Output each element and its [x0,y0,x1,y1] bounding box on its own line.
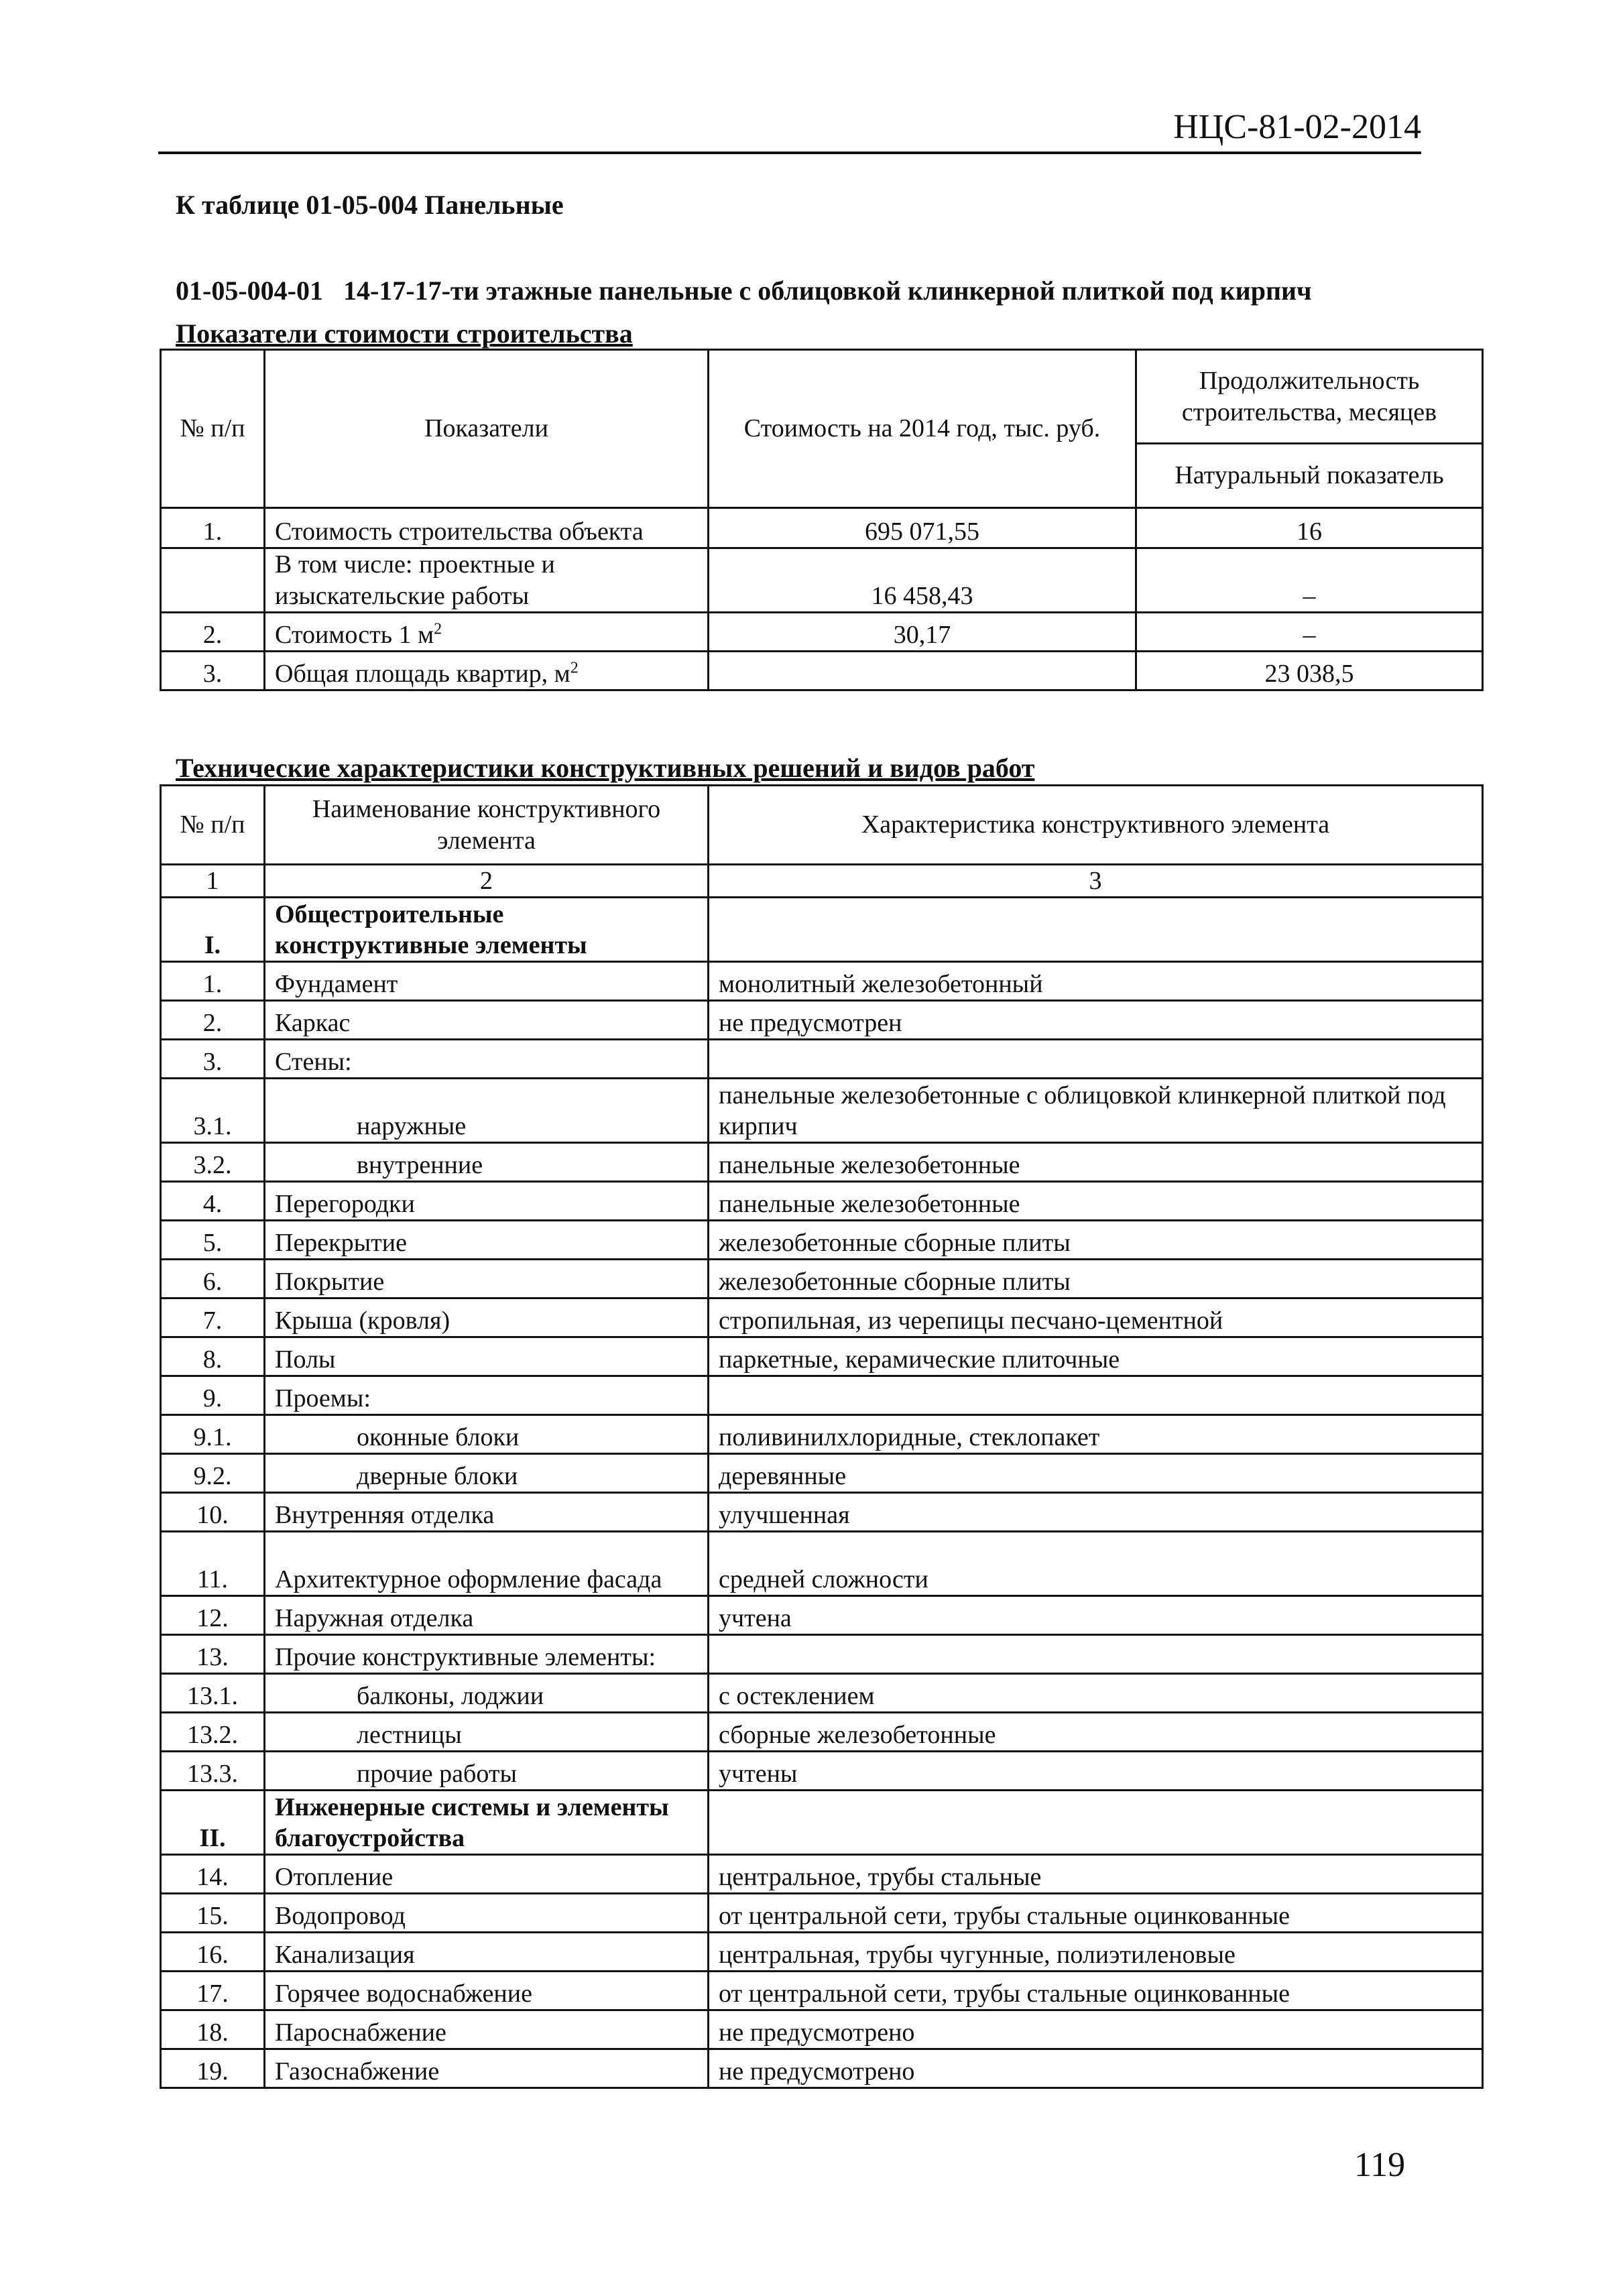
row-characteristic-text: учтена [719,1604,792,1632]
table-row [161,508,1483,548]
row-element-name-text: Крыша (кровля) [275,1307,450,1335]
row-characteristic-text: центральное, трубы стальные [719,1863,1042,1891]
table-row [161,1713,1483,1752]
table-row [161,1532,1483,1596]
row-num-text: 14. [196,1863,229,1891]
row-element-name-text: балконы, лоджии [357,1682,544,1710]
row-num-text: 1. [202,517,223,546]
header-duration: Продолжительность строительства, месяцев [1136,350,1483,444]
row-name-text: Общая площадь квартир, м [275,659,570,688]
row-num [161,1972,265,2010]
row-value-text: 16 [1297,517,1322,546]
page-number: 119 [1354,2146,1406,2184]
row-cost [709,508,1136,548]
row-characteristic-text: панельные железобетонные с облицовкой клинкерной плиткой под кирпич [719,1081,1446,1140]
row-num-text: 13.1. [187,1682,238,1710]
row-element-name [265,1972,709,2010]
row-element-name-text: Прочие конструктивные элементы: [275,1643,656,1671]
row-name [265,652,709,690]
row-num [161,1596,265,1635]
row-num [161,508,265,548]
row-num-text: 3.1. [193,1112,232,1140]
row-num [161,1415,265,1454]
row-num-text: 7. [202,1307,223,1335]
index-cell: 1 [161,865,265,898]
table-row [161,1079,1483,1143]
item-title [176,275,1312,306]
row-characteristic-text: средней сложности [719,1565,928,1593]
row-characteristic-text: монолитный железобетонный [719,970,1043,998]
row-characteristic-text: улучшенная [719,1501,850,1529]
row-characteristic-text: деревянные [719,1462,847,1490]
cost-table-caption: Показатели стоимости строительства [176,318,633,349]
row-num-text: 6. [202,1268,223,1296]
row-num [161,1752,265,1791]
row-element-name [265,1894,709,1933]
row-characteristic-text: с остеклением [719,1682,875,1710]
row-num [161,2010,265,2049]
row-num-text: 13.3. [187,1760,238,1788]
row-value [1136,508,1483,548]
row-num-text: 10. [196,1501,229,1529]
row-num [161,1933,265,1972]
row-characteristic [709,1454,1483,1493]
row-element-name-text: лестницы [357,1721,462,1749]
row-name [265,508,709,548]
row-characteristic [709,962,1483,1001]
row-element-name-text: оконные блоки [357,1423,520,1451]
row-num [161,1337,265,1376]
row-characteristic [709,1596,1483,1635]
row-characteristic [709,1752,1483,1791]
row-element-name [265,2049,709,2088]
table-row [161,962,1483,1001]
row-characteristic [709,1298,1483,1337]
table-row [161,1143,1483,1182]
row-element-name [265,1260,709,1298]
row-characteristic-text: не предусмотрено [719,2057,915,2086]
row-num-text: 19. [196,2057,229,2086]
row-element-name-text: Проемы: [275,1384,371,1412]
row-element-name [265,1493,709,1532]
row-element-name-text: Пароснабжение [275,2018,446,2047]
table-row [161,1855,1483,1894]
index-cell: 2 [265,865,709,898]
row-num-text: 3. [202,659,223,688]
row-num-text: 18. [196,2018,229,2047]
row-element-name [265,1596,709,1635]
row-num-text: 9.1. [193,1423,232,1451]
row-element-name [265,1635,709,1674]
row-element-name [265,1415,709,1454]
header-num: № п/п [161,350,265,508]
row-num [161,1260,265,1298]
table-row [161,1337,1483,1376]
row-characteristic [709,1972,1483,2010]
row-element-name-text: Канализация [275,1941,415,1969]
table-row [161,1182,1483,1221]
table-row [161,1454,1483,1493]
row-value [1136,652,1483,690]
table-row [161,652,1483,690]
row-element-name-text: Фундамент [275,970,398,998]
table-row [161,898,1483,962]
row-num-text: 13.2. [187,1721,238,1749]
row-num [161,1493,265,1532]
superscript: 2 [570,658,579,676]
row-element-name-text: Архитектурное оформление фасада [275,1565,662,1593]
row-num [161,898,265,962]
table-row [161,613,1483,652]
header-rule [158,152,1421,154]
row-element-name [265,1933,709,1972]
row-element-name [265,1674,709,1713]
row-characteristic [709,1415,1483,1454]
row-element-name [265,1532,709,1596]
row-element-name [265,962,709,1001]
row-characteristic-text: не предусмотрен [719,1009,902,1037]
row-element-name-text: дверные блоки [357,1462,518,1490]
table-row [161,548,1483,613]
row-element-name [265,1143,709,1182]
row-characteristic [709,1894,1483,1933]
row-name-text: Стоимость строительства объекта [275,517,644,546]
row-element-name-text: Полы [275,1345,336,1374]
row-element-name [265,1182,709,1221]
row-num [161,1635,265,1674]
table-row [161,1040,1483,1079]
row-num [161,548,265,613]
row-element-name-text: Каркас [275,1009,351,1037]
row-num [161,1001,265,1040]
row-characteristic-text: не предусмотрено [719,2018,915,2047]
row-element-name-text: наружные [357,1112,467,1140]
row-num-text: 1. [202,970,223,998]
row-num-text: 2. [202,620,223,649]
row-characteristic [709,1001,1483,1040]
row-characteristic-text: панельные железобетонные [719,1190,1020,1218]
row-num [161,1454,265,1493]
row-element-name [265,898,709,962]
row-num [161,1040,265,1079]
tech-table [160,784,1484,2089]
row-element-name-text: прочие работы [357,1760,518,1788]
row-num-text: 17. [196,1980,229,2008]
cost-table [160,349,1484,691]
table-row [161,2010,1483,2049]
row-num [161,1221,265,1260]
row-value [1136,613,1483,652]
row-element-name-text: Наружная отделка [275,1604,474,1632]
row-element-name [265,1713,709,1752]
header-num: № п/п [161,786,265,865]
row-characteristic-text: поливинилхлоридные, стеклопакет [719,1423,1100,1451]
row-element-name [265,1454,709,1493]
row-num-text: 11. [196,1565,229,1593]
row-characteristic [709,1532,1483,1596]
row-characteristic-text: центральная, трубы чугунные, полиэтиленовые [719,1941,1236,1969]
row-element-name [265,1079,709,1143]
row-element-name [265,1855,709,1894]
row-num [161,1182,265,1221]
row-num [161,1791,265,1855]
row-num-text: 5. [202,1229,223,1257]
row-element-name [265,1376,709,1415]
row-cost [709,613,1136,652]
row-num [161,613,265,652]
row-num [161,1298,265,1337]
table-row [161,1596,1483,1635]
row-characteristic [709,1040,1483,1079]
row-characteristic-text: стропильная, из черепицы песчано-цементной [719,1307,1223,1335]
row-num-text: 4. [202,1190,223,1218]
row-num-text: 9.2. [193,1462,232,1490]
table-row [161,1894,1483,1933]
row-element-name [265,1298,709,1337]
table-row [161,1791,1483,1855]
table-row [161,1674,1483,1713]
row-cost [709,652,1136,690]
row-characteristic [709,1635,1483,1674]
row-characteristic-text: от центральной сети, трубы стальные оцинкованные [719,1902,1290,1930]
row-num-text: 9. [202,1384,223,1412]
row-element-name-text: Внутренняя отделка [275,1501,495,1529]
header-indicator: Показатели [265,350,709,508]
row-element-name-text: Горячее водоснабжение [275,1980,532,2008]
row-characteristic [709,1079,1483,1143]
row-characteristic [709,2010,1483,2049]
row-value [1136,548,1483,613]
row-characteristic [709,1376,1483,1415]
row-element-name [265,1337,709,1376]
row-num [161,1376,265,1415]
row-cost-text: 30,17 [893,620,951,649]
row-characteristic [709,898,1483,962]
row-num [161,1143,265,1182]
row-element-name [265,2010,709,2049]
row-characteristic [709,1791,1483,1855]
row-name-text: Стоимость 1 м [275,620,434,649]
row-characteristic [709,1713,1483,1752]
row-characteristic [709,1933,1483,1972]
row-characteristic-text: учтены [719,1760,798,1788]
row-element-name [265,1001,709,1040]
row-num [161,1713,265,1752]
row-num-text: 16. [196,1941,229,1969]
row-value-text: – [1303,581,1316,610]
table-row [161,1933,1483,1972]
row-characteristic-text: железобетонные сборные плиты [719,1229,1071,1257]
table-row [161,2049,1483,2088]
row-element-name [265,1221,709,1260]
row-name [265,548,709,613]
table-row [161,1260,1483,1298]
row-num-text: 15. [196,1902,229,1930]
row-num [161,1532,265,1596]
row-num-text: 2. [202,1009,223,1037]
row-cost [709,548,1136,613]
row-characteristic-text: панельные железобетонные [719,1151,1020,1179]
row-element-name-text: Общестроительные конструктивные элементы [275,900,587,959]
row-characteristic [709,1182,1483,1221]
row-characteristic [709,1855,1483,1894]
row-value-text: 23 038,5 [1264,659,1354,688]
item-name: 14-17-17-ти этажные панельные с облицовкой клинкерной плиткой под кирпич [343,276,1312,306]
table-row [161,1635,1483,1674]
row-num [161,1894,265,1933]
row-num [161,652,265,690]
row-element-name [265,1791,709,1855]
table-row [161,1972,1483,2010]
table-row [161,1752,1483,1791]
row-characteristic [709,1674,1483,1713]
item-code: 01-05-004-01 [176,276,323,306]
row-num-text: 8. [202,1345,223,1374]
row-element-name-text: внутренние [357,1151,483,1179]
row-num [161,2049,265,2088]
table-row [161,1493,1483,1532]
row-num [161,1674,265,1713]
row-element-name-text: Газоснабжение [275,2057,440,2086]
row-element-name-text: Инженерные системы и элементы благоустройства [275,1793,669,1852]
row-num-text: I. [204,931,221,959]
row-characteristic [709,2049,1483,2088]
table-row [161,1001,1483,1040]
row-num-text: 13. [196,1643,229,1671]
row-num-text: 3. [202,1048,223,1076]
row-element-name-text: Покрытие [275,1268,385,1296]
row-element-name-text: Перекрытие [275,1229,407,1257]
row-element-name-text: Отопление [275,1863,394,1891]
header-characteristic: Характеристика конструктивного элемента [709,786,1483,865]
section-title: К таблице 01-05-004 Панельные [176,190,564,220]
table-row [161,1415,1483,1454]
row-characteristic [709,1221,1483,1260]
table-row [161,1376,1483,1415]
row-characteristic [709,1260,1483,1298]
header-cost: Стоимость на 2014 год, тыс. руб. [709,350,1136,508]
table-row [161,1221,1483,1260]
header-element-name: Наименование конструктивного элемента [265,786,709,865]
row-name [265,613,709,652]
tech-table-caption: Технические характеристики конструктивных решений и видов работ [176,753,1035,783]
row-characteristic-text: железобетонные сборные плиты [719,1268,1071,1296]
row-cost-text: 695 071,55 [865,517,979,546]
row-cost-text: 16 458,43 [871,581,973,610]
row-num-text: II. [199,1824,226,1852]
row-element-name [265,1752,709,1791]
row-num-text: 3.2. [193,1151,232,1179]
row-value-text: – [1303,620,1316,649]
row-characteristic [709,1337,1483,1376]
row-element-name-text: Перегородки [275,1190,415,1218]
header-natural: Натуральный показатель [1136,444,1483,508]
row-num [161,1855,265,1894]
row-name-text: В том числе: проектные и изыскательские работы [275,550,555,610]
document-code: НЦС-81-02-2014 [1173,108,1421,146]
row-characteristic-text: сборные железобетонные [719,1721,996,1749]
row-characteristic-text: от центральной сети, трубы стальные оцинкованные [719,1980,1290,2008]
index-cell: 3 [709,865,1483,898]
superscript: 2 [434,619,442,638]
row-characteristic [709,1143,1483,1182]
row-element-name [265,1040,709,1079]
row-element-name-text: Водопровод [275,1902,406,1930]
row-characteristic [709,1493,1483,1532]
table-row [161,1298,1483,1337]
row-characteristic-text: паркетные, керамические плиточные [719,1345,1120,1374]
row-num-text: 12. [196,1604,229,1632]
row-num [161,962,265,1001]
row-num [161,1079,265,1143]
row-element-name-text: Стены: [275,1048,352,1076]
